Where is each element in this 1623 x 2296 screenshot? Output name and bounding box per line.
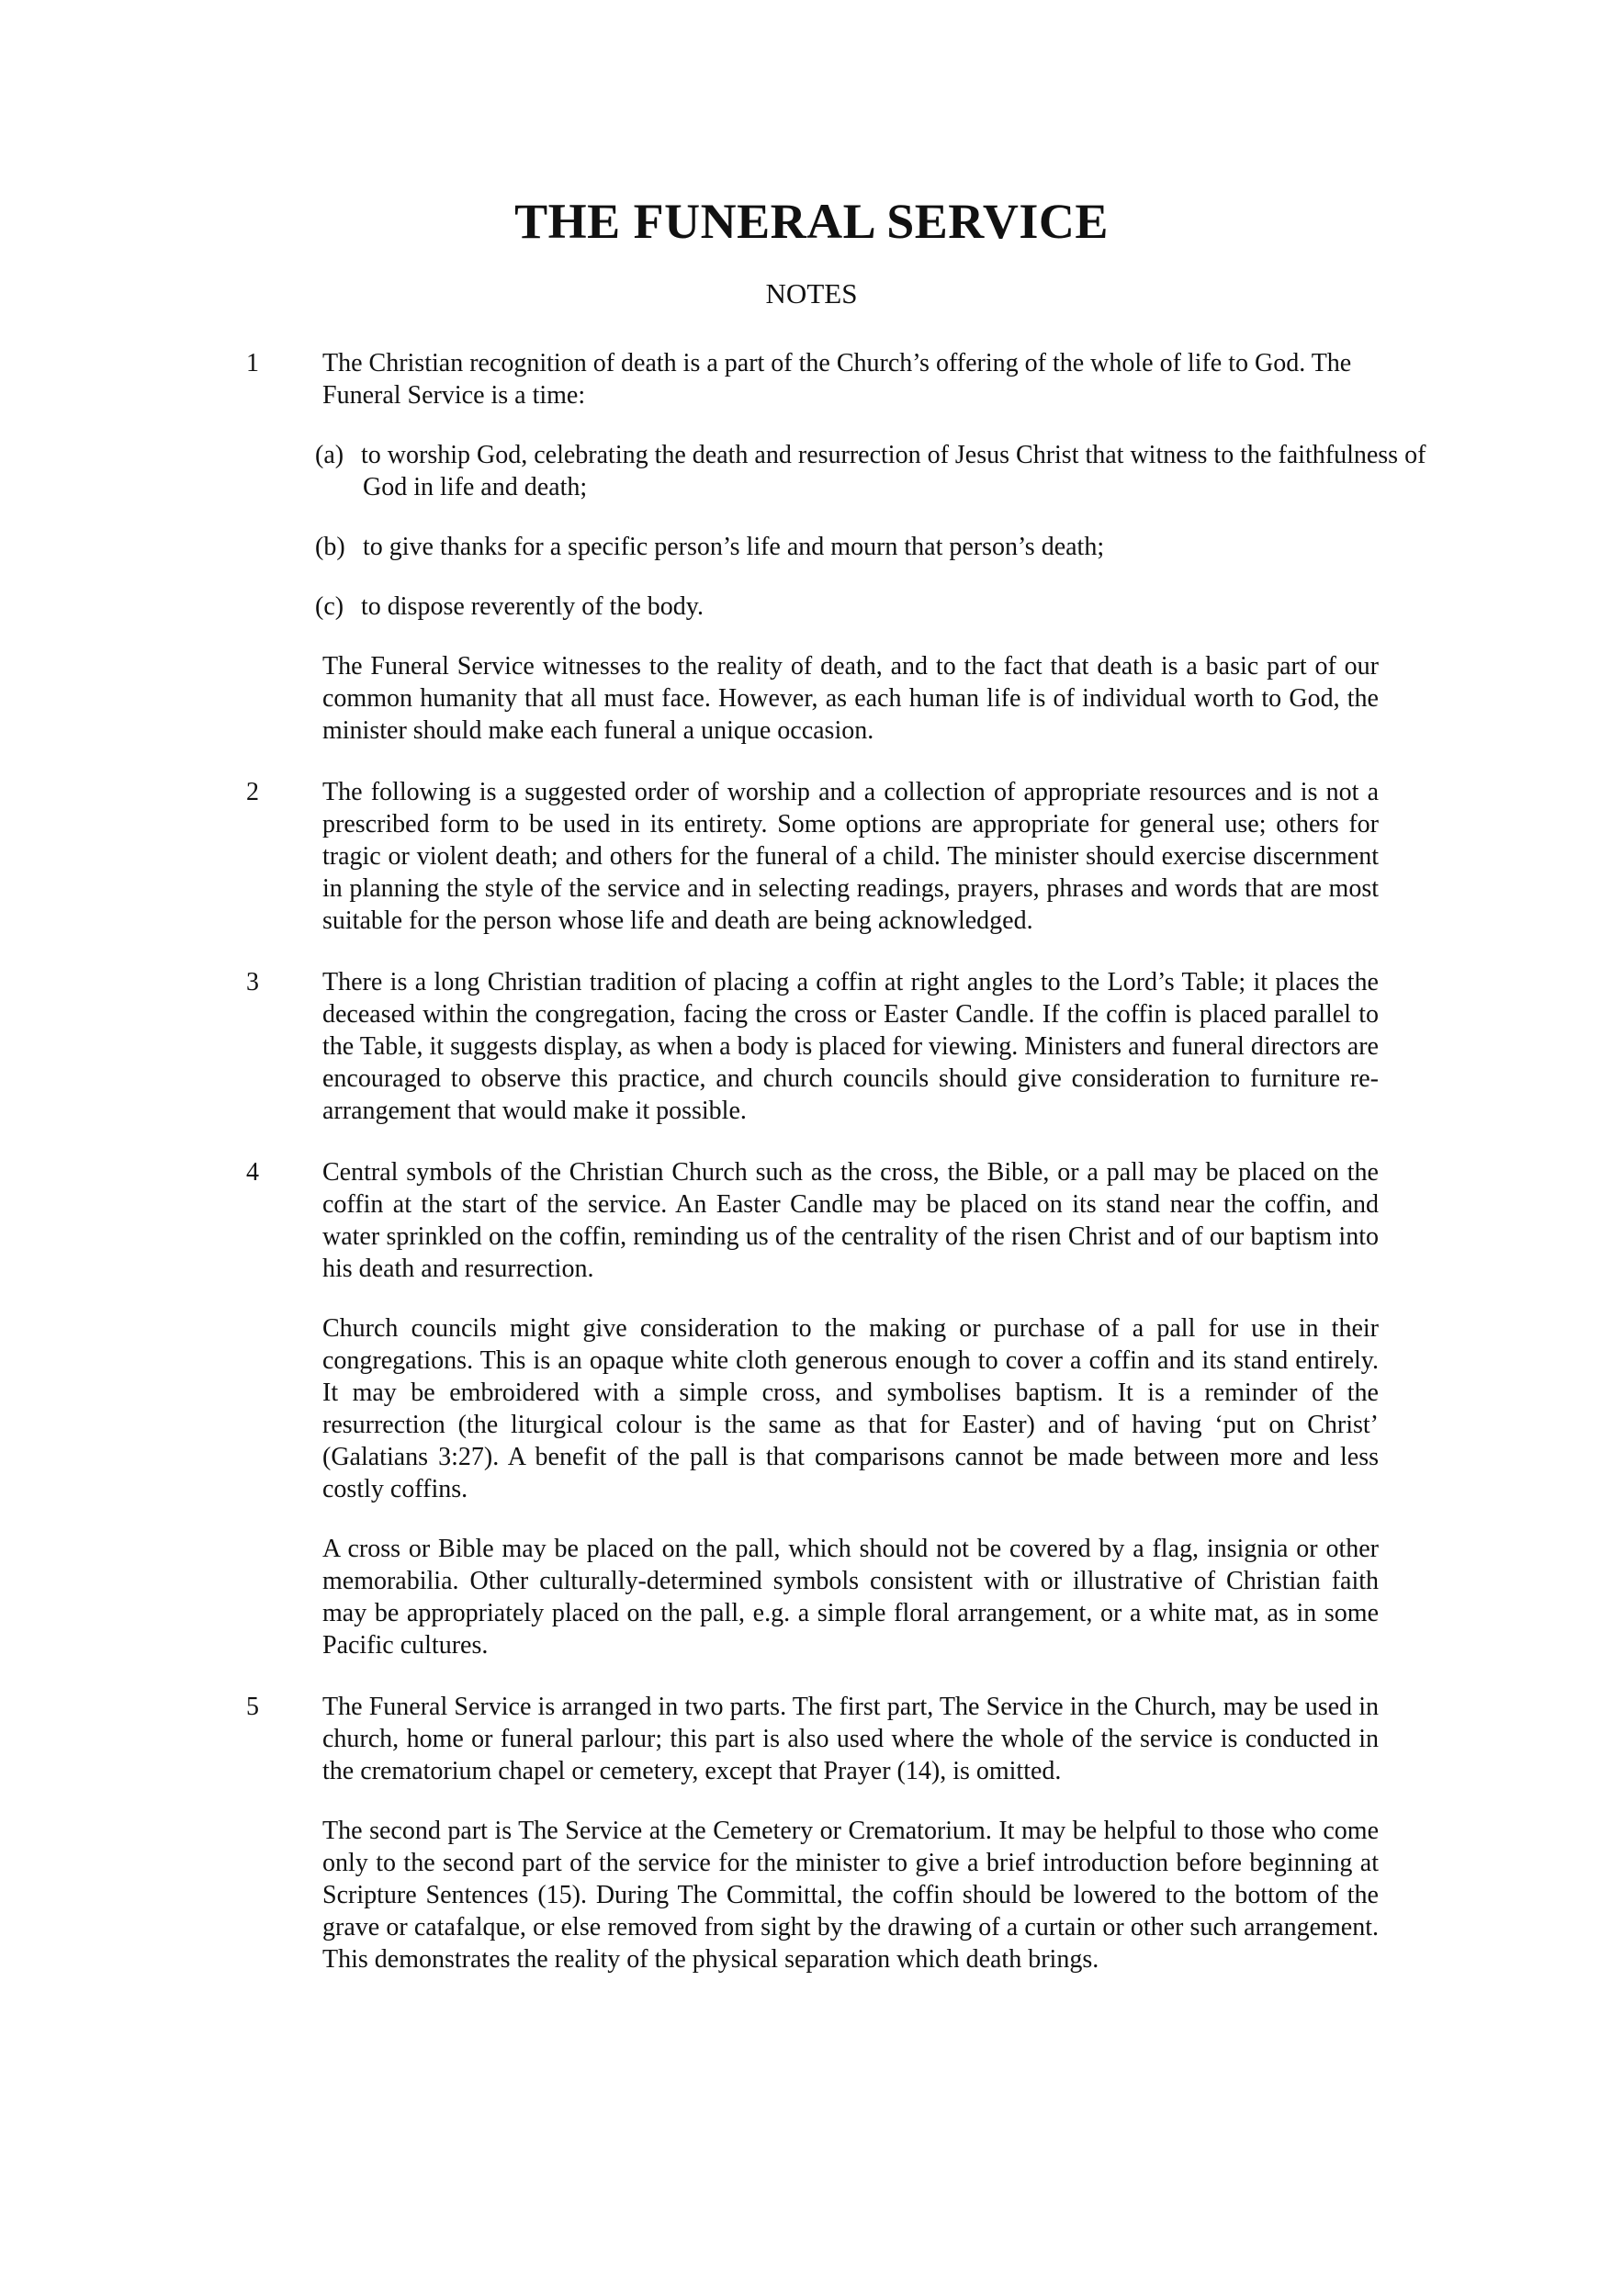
note-paragraph: The Funeral Service is arranged in two parts. The first part, The Service in the Church, may be used in church, home or funeral parlour; this part is also used where the whole of the service is conducted in the crematorium chapel or cemetery, except that Prayer (14), is omitted.	[322, 1693, 1379, 1785]
note-number: 4	[246, 1158, 259, 1187]
list-item-label: (a)	[315, 441, 344, 469]
note-paragraph: Central symbols of the Christian Church such as the cross, the Bible, or a pall may be placed on the coffin at the start of the service. An Easter Candle may be placed on its stand near the coffin, and water sprinkled on the coffin, reminding us of the centrality of the risen Christ and of our baptism into his death and resurrection.	[322, 1158, 1379, 1283]
note-number: 3	[246, 968, 259, 996]
note-1	[0, 347, 1623, 747]
list-item	[315, 439, 1428, 503]
list-item	[315, 591, 1428, 623]
note-paragraph: The Christian recognition of death is a part of the Church’s offering of the whole of life to God. The Funeral Service is a time:	[322, 349, 1352, 410]
note-paragraph: The Funeral Service witnesses to the reality of death, and to the fact that death is a basic part of our common humanity that all must face. However, as each human life is of individual worth to God, the minister should make each funeral a unique occasion.	[322, 652, 1379, 745]
notes-list	[0, 347, 1623, 2005]
list-item-text: to give thanks for a specific person’s life and mourn that person’s death;	[363, 533, 1105, 561]
note-number: 1	[246, 349, 259, 377]
list-item-label: (c)	[315, 592, 344, 621]
list-item-text: to worship God, celebrating the death and resurrection of Jesus Christ that witness to the faithfulness of God in life and death;	[361, 441, 1426, 501]
note-paragraph: The second part is The Service at the Cemetery or Crematorium. It may be helpful to those who come only to the second part of the service for the minister to give a brief introduction before beginning at Scripture Sentences (15). During The Committal, the coffin should be lowered to the bottom of the grave or catafalque, or else removed from sight by the drawing of a curtain or other such arrangement. This demonstrates the reality of the physical separation which death brings.	[322, 1817, 1379, 1974]
note-2	[0, 776, 1623, 937]
page-title: THE FUNERAL SERVICE	[514, 194, 1109, 249]
note-5	[0, 1691, 1623, 1975]
list-item	[315, 531, 1428, 563]
note-paragraph: The following is a suggested order of worship and a collection of appropriate resources and is not a prescribed form to be used in its entirety. Some options are appropriate for general use; others for tragic or violent death; and others for the funeral of a child. The minister should exercise discernment in planning the style of the service and in selecting readings, prayers, phrases and words that are most suitable for the person whose life and death are being acknowledged.	[322, 778, 1379, 935]
page-subtitle: NOTES	[765, 277, 858, 310]
note-paragraph: There is a long Christian tradition of placing a coffin at right angles to the Lord’s Table; it places the deceased within the congregation, facing the cross or Easter Candle. If the coffin is placed parallel to the Table, it suggests display, as when a body is placed for viewing. Ministers and funeral directors are encouraged to observe this practice, and church councils should give consideration to furniture re-arrangement that would make it possible.	[322, 968, 1379, 1125]
note-number: 2	[246, 778, 259, 806]
note-3	[0, 966, 1623, 1127]
note-4	[0, 1156, 1623, 1661]
list-item-label: (b)	[315, 533, 345, 561]
list-item-text: to dispose reverently of the body.	[361, 592, 704, 621]
note-number: 5	[246, 1693, 259, 1721]
note-paragraph: A cross or Bible may be placed on the pall, which should not be covered by a flag, insignia or other memorabilia. Other culturally-determined symbols consistent with or illustrative of Christian faith may be appropriately placed on the pall, e.g. a simple floral arrangement, or a white mat, as in some Pacific cultures.	[322, 1535, 1379, 1660]
note-paragraph: Church councils might give consideration to the making or purchase of a pall for use in their congregations. This is an opaque white cloth generous enough to cover a coffin and its stand entirely. It may be embroidered with a simple cross, and symbolises baptism. It is a reminder of the resurrection (the liturgical colour is the same as that for Easter) and of having ‘put on Christ’ (Galatians 3:27). A benefit of the pall is that comparisons cannot be made between more and less costly coffins.	[322, 1314, 1379, 1503]
